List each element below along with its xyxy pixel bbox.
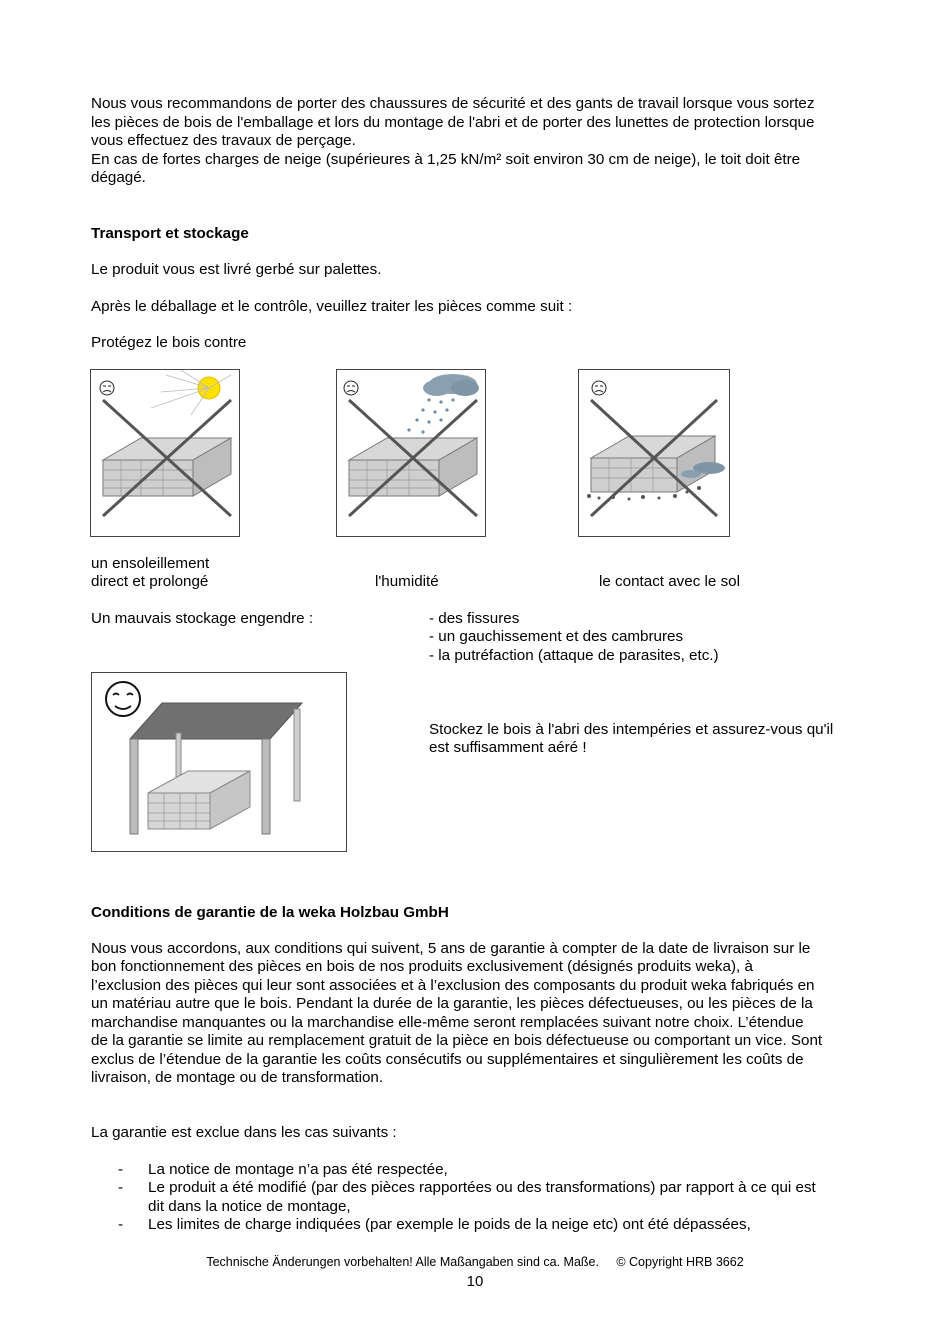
bad-storage-item-3: - la putréfaction (attaque de parasites, etc.) bbox=[429, 647, 719, 664]
transport-heading: Transport et stockage bbox=[91, 225, 249, 242]
caption-rain: l'humidité bbox=[375, 573, 439, 590]
warranty-line-4: un matériau autre que le bois. Pendant la durée de la garantie, les pièces défectueuses, ou les pièces de la bbox=[91, 995, 813, 1012]
good-storage-line-2: est suffisamment aéré ! bbox=[429, 739, 587, 756]
footer-notice: Technische Änderungen vorbehalten! Alle Maßangaben sind ca. Maße. bbox=[206, 1255, 599, 1269]
transport-delivery-text: Le produit vous est livré gerbé sur palettes. bbox=[91, 261, 382, 278]
exclusion-intro: La garantie est exclue dans les cas suivants : bbox=[91, 1124, 397, 1141]
list-dash: - bbox=[118, 1179, 124, 1196]
covered-lumber-icon bbox=[91, 672, 347, 852]
transport-protect-text: Protégez le bois contre bbox=[91, 334, 247, 351]
warranty-line-6: de la garantie se limite au remplacement gratuit de la pièce en bois défectueuse ou comportant un vice. Sont bbox=[91, 1032, 823, 1049]
intro-line-3: vous effectuez des travaux de perçage. bbox=[91, 132, 356, 149]
sun-lumber-crossed-icon bbox=[90, 369, 240, 537]
intro-line-4: En cas de fortes charges de neige (supérieures à 1,25 kN/m² soit environ 30 cm de neige), le toit doit être bbox=[91, 151, 801, 168]
warranty-heading: Conditions de garantie de la weka Holzbau GmbH bbox=[91, 904, 449, 921]
page-footer bbox=[0, 1255, 950, 1269]
warranty-line-3: l’exclusion des pièces qui leur sont associées et à l’exclusion des composants du produit weka fabriqués en bbox=[91, 977, 815, 994]
exclusion-text: La notice de montage n’a pas été respectée, bbox=[148, 1161, 448, 1178]
intro-line-2: les pièces de bois de l'emballage et lors du montage de l'abri et de porter des lunettes de protection lorsque bbox=[91, 114, 815, 131]
bad-storage-item-1: - des fissures bbox=[429, 610, 520, 627]
exclusion-text: Les limites de charge indiquées (par exemple le poids de la neige etc) ont été dépassées, bbox=[148, 1216, 751, 1233]
transport-unpacking-text: Après le déballage et le contrôle, veuillez traiter les pièces comme suit : bbox=[91, 298, 573, 315]
rain-lumber-crossed-icon bbox=[336, 369, 486, 537]
bad-storage-label: Un mauvais stockage engendre : bbox=[91, 610, 314, 627]
warranty-line-1: Nous vous accordons, aux conditions qui suivent, 5 ans de garantie à compter de la date de livraison sur le bbox=[91, 940, 811, 957]
warranty-line-7: exclus de l’étendue de la garantie les coûts consécutifs ou supplémentaires et singulièrement les coûts de bbox=[91, 1051, 804, 1068]
exclusion-text: Le produit a été modifié (par des pièces rapportées ou des transformations) par rapport à ce qui est bbox=[148, 1179, 816, 1196]
page-number: 10 bbox=[466, 1273, 484, 1290]
caption-sun-line-2: direct et prolongé bbox=[91, 573, 209, 590]
warranty-line-5: marchandise manquantes ou la marchandise elle-même seront remplacées suivant notre choix. L’étendue bbox=[91, 1014, 804, 1031]
warranty-line-8: livraison, de montage ou de transformation. bbox=[91, 1069, 384, 1086]
bad-storage-item-2: - un gauchissement et des cambrures bbox=[429, 628, 684, 645]
ground-lumber-crossed-icon bbox=[578, 369, 730, 537]
caption-ground: le contact avec le sol bbox=[599, 573, 740, 590]
list-dash: - bbox=[118, 1216, 124, 1233]
caption-sun-line-1: un ensoleillement bbox=[91, 555, 210, 572]
list-dash: - bbox=[118, 1161, 124, 1178]
intro-line-5: dégagé. bbox=[91, 169, 146, 186]
warranty-line-2: bon fonctionnement des pièces en bois de nos produits exclusivement (désignés produits weka), à bbox=[91, 958, 753, 975]
exclusion-text: dit dans la notice de montage, bbox=[148, 1198, 351, 1215]
good-storage-line-1: Stockez le bois à l'abri des intempéries et assurez-vous qu'il bbox=[429, 721, 834, 738]
intro-line-1: Nous vous recommandons de porter des chaussures de sécurité et des gants de travail lorsque vous sortez bbox=[91, 95, 815, 112]
footer-copyright: © Copyright HRB 3662 bbox=[616, 1255, 744, 1269]
